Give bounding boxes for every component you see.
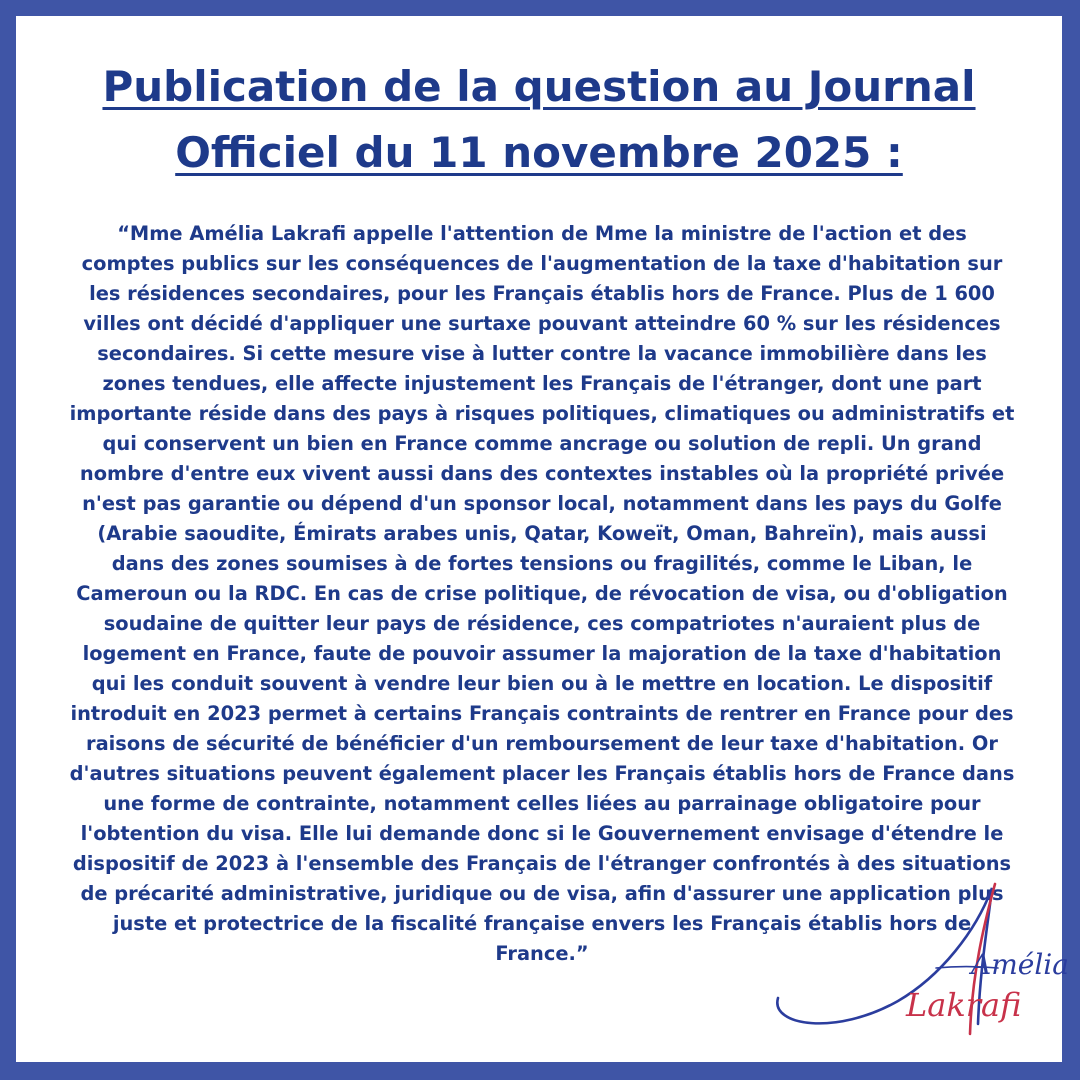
page-title (16, 54, 1062, 186)
document-card (16, 16, 1069, 1062)
title-line-2: Officiel du 11 novembre 2025 : (175, 128, 903, 177)
signature-first-name: Amélia (971, 948, 1069, 981)
signature-logo (766, 876, 1069, 1046)
signature-last-name: Lakrafi (906, 986, 1022, 1024)
question-text: “Mme Amélia Lakrafi appelle l'attention de Mme la ministre de l'action et des comptes publics sur les conséquences de l'augmentation de la taxe d'habitation sur les résidences secondaires, pour les Français établis hors de France. Plus de 1 600 villes ont décidé d'appliquer une surtaxe pouvant atteindre 60 % sur les résidences secondaires. Si cette mesure vise à lutter contre la vacance immobilière dans les zones tendues, elle affecte injustement les Français de l'étranger, dont une part importante réside dans des pays à risques politiques, climatiques ou administratifs et qui conservent un bien en France comme ancrage ou solution de repli. Un grand nombre d'entre eux vivent aussi dans des contextes instables où la propriété privée n'est pas garantie ou dépend d'un sponsor local, notamment dans les pays du Golfe (Arabie saoudite, Émirats arabes unis, Qatar, Koweït, Oman, Bahreïn), mais aussi dans des zones soumises à de fortes tensions ou fragilités, comme le Liban, le Cameroun ou la RDC. En cas de crise politique, de révocation de visa, ou d'obligation soudaine de quitter leur pays de résidence, ces compatriotes n'auraient plus de logement en France, faute de pouvoir assumer la majoration de la taxe d'habitation qui les conduit souvent à vendre leur bien ou à le mettre en location. Le dispositif introduit en 2023 permet à certains Français contraints de rentrer en France pour des raisons de sécurité de bénéficier d'un remboursement de leur taxe d'habitation. Or d'autres situations peuvent également placer les Français établis hors de France dans une forme de contrainte, notamment celles liées au parrainage obligatoire pour l'obtention du visa. Elle lui demande donc si le Gouvernement envisage d'étendre le dispositif de 2023 à l'ensemble des Français de l'étranger confrontés à des situations de précarité administrative, juridique ou de visa, afin d'assurer une application plus juste et protectrice de la fiscalité française envers les Français établis hors de France.” (69, 222, 1015, 965)
title-line-1: Publication de la question au Journal (102, 62, 976, 111)
